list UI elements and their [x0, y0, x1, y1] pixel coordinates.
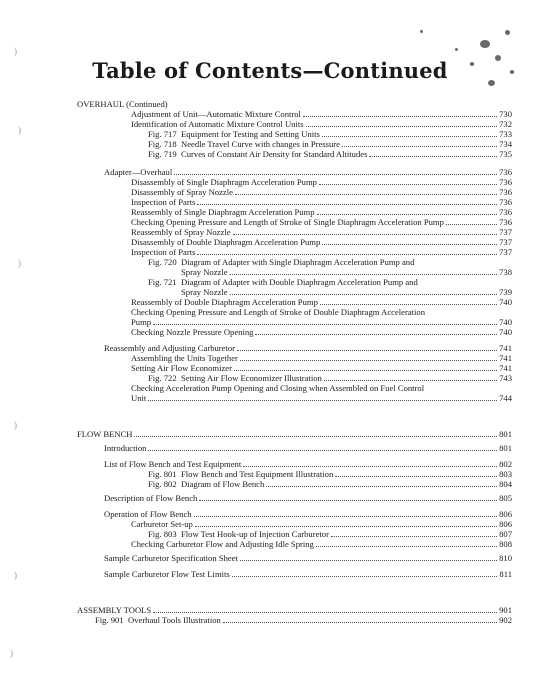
page-number: 902 — [499, 615, 512, 625]
page-number: 741 — [499, 353, 512, 363]
toc-entry-label: Introduction — [104, 443, 147, 453]
page-number: 811 — [499, 569, 512, 579]
toc-entry — [181, 288, 512, 297]
toc-entry-label: Carburetor Set-up — [131, 519, 193, 529]
dot-leader — [197, 254, 497, 255]
page-number: 740 — [499, 317, 512, 327]
toc-entry-label: Diagram of Adapter with Double Diaphragm Acceleration Pump and — [181, 277, 418, 287]
page-number: 730 — [499, 109, 512, 119]
figure-number: Fig. 802 — [148, 479, 177, 489]
toc-entry-label: Diagram of Flow Bench — [181, 479, 265, 489]
figure-number: Fig. 722 — [148, 373, 177, 383]
dot-leader — [230, 274, 498, 275]
toc-entry — [104, 554, 512, 563]
dot-leader — [324, 380, 497, 381]
toc-entry — [148, 530, 512, 539]
page-number: 740 — [499, 297, 512, 307]
toc-entry — [131, 328, 512, 337]
dot-leader — [322, 244, 497, 245]
figure-number: Fig. 801 — [148, 469, 177, 479]
toc-entry-label: ASSEMBLY TOOLS — [77, 605, 152, 615]
page-number: 743 — [499, 373, 512, 383]
toc-entry-label: Description of Flow Bench — [104, 493, 198, 503]
toc-entry-label: Identification of Automatic Mixture Control Units — [131, 119, 304, 129]
dot-leader — [331, 536, 497, 537]
toc-entry-line — [131, 384, 424, 393]
dot-leader — [199, 500, 497, 501]
toc-entry-label: Operation of Flow Bench — [104, 509, 192, 519]
dot-leader — [320, 304, 497, 305]
dot-leader — [223, 622, 497, 623]
toc-entry-label: Assembling the Units Together — [131, 353, 238, 363]
dot-leader — [255, 334, 497, 335]
page-number: 736 — [499, 207, 512, 217]
page-number: 739 — [499, 287, 512, 297]
dot-leader — [369, 156, 497, 157]
dot-leader — [148, 450, 497, 451]
dot-leader — [153, 612, 497, 613]
dot-leader — [194, 516, 498, 517]
dot-leader — [240, 360, 497, 361]
toc-entry-label: Reassembly of Spray Nozzle — [131, 227, 231, 237]
figure-number: Fig. 901 — [95, 615, 124, 625]
toc-entry-label: Pump — [131, 317, 152, 327]
toc-entry — [148, 150, 512, 159]
page-number: 735 — [499, 149, 512, 159]
dot-leader — [240, 560, 497, 561]
page-number: 734 — [499, 139, 512, 149]
toc-entry-label: OVERHAUL (Continued) — [77, 99, 168, 109]
dot-leader — [174, 174, 497, 175]
toc-entry-label: Spray Nozzle — [181, 267, 228, 277]
toc-entry — [131, 188, 512, 197]
page-number: 740 — [499, 327, 512, 337]
page-number: 736 — [499, 217, 512, 227]
toc-entry-label: Checking Nozzle Pressure Opening — [131, 327, 254, 337]
toc-entry — [148, 140, 512, 149]
dot-leader — [316, 546, 497, 547]
page-number: 732 — [499, 119, 512, 129]
toc-entry-label: Setting Air Flow Economizer — [131, 363, 232, 373]
toc-entry-label: Adapter—Overhaul — [104, 167, 173, 177]
page-number: 736 — [499, 187, 512, 197]
page-number: 802 — [499, 459, 512, 469]
page-number: 737 — [499, 237, 512, 247]
toc-entry — [131, 394, 512, 403]
toc-entry — [131, 298, 512, 307]
dot-leader — [232, 576, 498, 577]
page-number: 806 — [499, 509, 512, 519]
toc-entry — [104, 168, 512, 177]
toc-entry — [148, 130, 512, 139]
page-number: 807 — [499, 529, 512, 539]
dot-leader — [230, 294, 498, 295]
toc-entry-label: Equipment for Testing and Setting Units — [181, 129, 320, 139]
figure-number: Fig. 803 — [148, 529, 177, 539]
toc-entry-label: Diagram of Adapter with Single Diaphragm Acceleration Pump and — [181, 257, 415, 267]
toc-entry — [77, 430, 512, 439]
figure-number: Fig. 720 — [148, 257, 177, 267]
toc-entry — [148, 374, 512, 383]
toc-entry — [104, 444, 512, 453]
figure-number: Fig. 721 — [148, 277, 177, 287]
page-number: 737 — [499, 227, 512, 237]
toc-entry — [148, 480, 512, 489]
toc-entry — [131, 218, 512, 227]
toc-entry — [131, 520, 512, 529]
toc-entry-label: Sample Carburetor Specification Sheet — [104, 553, 238, 563]
page-number: 736 — [499, 177, 512, 187]
toc-entry — [104, 570, 512, 579]
toc-entry — [131, 248, 512, 257]
page-number: 805 — [499, 493, 512, 503]
page-number: 808 — [499, 539, 512, 549]
figure-number: Fig. 719 — [148, 149, 177, 159]
toc-entry-label: Flow Test Hook-up of Injection Carburetor — [181, 529, 329, 539]
toc-entry — [104, 344, 512, 353]
dot-leader — [335, 476, 497, 477]
toc-entry-label: Setting Air Flow Economizer Illustration — [181, 373, 322, 383]
toc-entry-line — [131, 308, 425, 317]
page-number: 733 — [499, 129, 512, 139]
dot-leader — [342, 146, 497, 147]
dot-leader — [134, 436, 497, 437]
toc-entry-label: Checking Acceleration Pump Opening and Closing when Assembled on Fuel Control — [131, 383, 425, 393]
toc-entry — [181, 268, 512, 277]
toc-entry-label: Disassembly of Spray Nozzle — [131, 187, 233, 197]
toc-entry-label: Reassembly of Single Diaphragm Acceleration Pump — [131, 207, 315, 217]
toc-entry-label: Disassembly of Double Diaphragm Acceleration Pump — [131, 237, 321, 247]
page-number: 741 — [499, 343, 512, 353]
toc-entry — [77, 606, 512, 615]
toc-entry-label: Sample Carburetor Flow Test Limits — [104, 569, 230, 579]
dot-leader — [303, 116, 497, 117]
toc-entry-label: Disassembly of Single Diaphragm Acceleration Pump — [131, 177, 317, 187]
toc-entry-label: Checking Opening Pressure and Length of Stroke of Single Diaphragm Acceleration Pump — [131, 217, 444, 227]
toc-entry-label: Checking Opening Pressure and Length of Stroke of Double Diaphragm Acceleration — [131, 307, 426, 317]
toc-entry-label: List of Flow Bench and Test Equipment — [104, 459, 242, 469]
toc-entry-label: Adjustment of Unit—Automatic Mixture Control — [131, 109, 301, 119]
toc-entry — [131, 178, 512, 187]
toc-entry-label: Needle Travel Curve with changes in Pressure — [181, 139, 340, 149]
page-number: 810 — [499, 553, 512, 563]
dot-leader — [319, 184, 497, 185]
toc-entry — [131, 540, 512, 549]
toc-entry — [104, 494, 512, 503]
toc-entry — [104, 510, 512, 519]
dot-leader — [148, 400, 497, 401]
dot-leader — [153, 324, 497, 325]
toc-entry-line — [148, 278, 418, 287]
dot-leader — [237, 350, 497, 351]
toc-entry — [77, 100, 512, 109]
page-number: 801 — [499, 443, 512, 453]
dot-leader — [197, 204, 497, 205]
toc-entry — [131, 318, 512, 327]
toc-entry-label: Flow Bench and Test Equipment Illustration — [181, 469, 334, 479]
page-number: 901 — [499, 605, 512, 615]
toc-entry — [131, 120, 512, 129]
figure-number: Fig. 717 — [148, 129, 177, 139]
dot-leader — [446, 224, 497, 225]
dot-leader — [317, 214, 498, 215]
toc-entry-label: Checking Carburetor Flow and Adjusting Idle Spring — [131, 539, 314, 549]
page-number: 806 — [499, 519, 512, 529]
toc-entry — [148, 470, 512, 479]
page-number: 736 — [499, 197, 512, 207]
toc-entry-label: Unit — [131, 393, 147, 403]
page-title: Table of Contents—Continued — [92, 58, 448, 83]
toc-entry-label: Overhaul Tools Illustration — [128, 615, 221, 625]
page-number: 736 — [499, 167, 512, 177]
dot-leader — [235, 194, 497, 195]
toc-entry-label: Reassembly of Double Diaphragm Acceleration Pump — [131, 297, 318, 307]
toc-entry — [131, 354, 512, 363]
toc-entry-label: Spray Nozzle — [181, 287, 228, 297]
toc-entry — [95, 616, 512, 625]
toc-entry-line — [148, 258, 414, 267]
dot-leader — [195, 526, 497, 527]
toc-entry-label: Curves of Constant Air Density for Standard Altitudes — [181, 149, 368, 159]
toc-entry-label: Inspection of Parts — [131, 247, 196, 257]
toc-entry — [131, 198, 512, 207]
dot-leader — [266, 486, 497, 487]
page-number: 744 — [499, 393, 512, 403]
dot-leader — [243, 466, 497, 467]
toc-entry — [131, 364, 512, 373]
page-number: 741 — [499, 363, 512, 373]
toc-entry — [131, 110, 512, 119]
page-number: 737 — [499, 247, 512, 257]
dot-leader — [322, 136, 497, 137]
page-number: 804 — [499, 479, 512, 489]
toc-entry-label: FLOW BENCH — [77, 429, 133, 439]
page-number: 738 — [499, 267, 512, 277]
dot-leader — [234, 370, 497, 371]
dot-leader — [233, 234, 498, 235]
page-number: 801 — [499, 429, 512, 439]
toc-entry — [104, 460, 512, 469]
figure-number: Fig. 718 — [148, 139, 177, 149]
toc-entry — [131, 208, 512, 217]
toc-entry — [131, 238, 512, 247]
page-number: 803 — [499, 469, 512, 479]
toc-entry — [131, 228, 512, 237]
toc-entry-label: Inspection of Parts — [131, 197, 196, 207]
dot-leader — [306, 126, 498, 127]
toc-entry-label: Reassembly and Adjusting Carburetor — [104, 343, 236, 353]
